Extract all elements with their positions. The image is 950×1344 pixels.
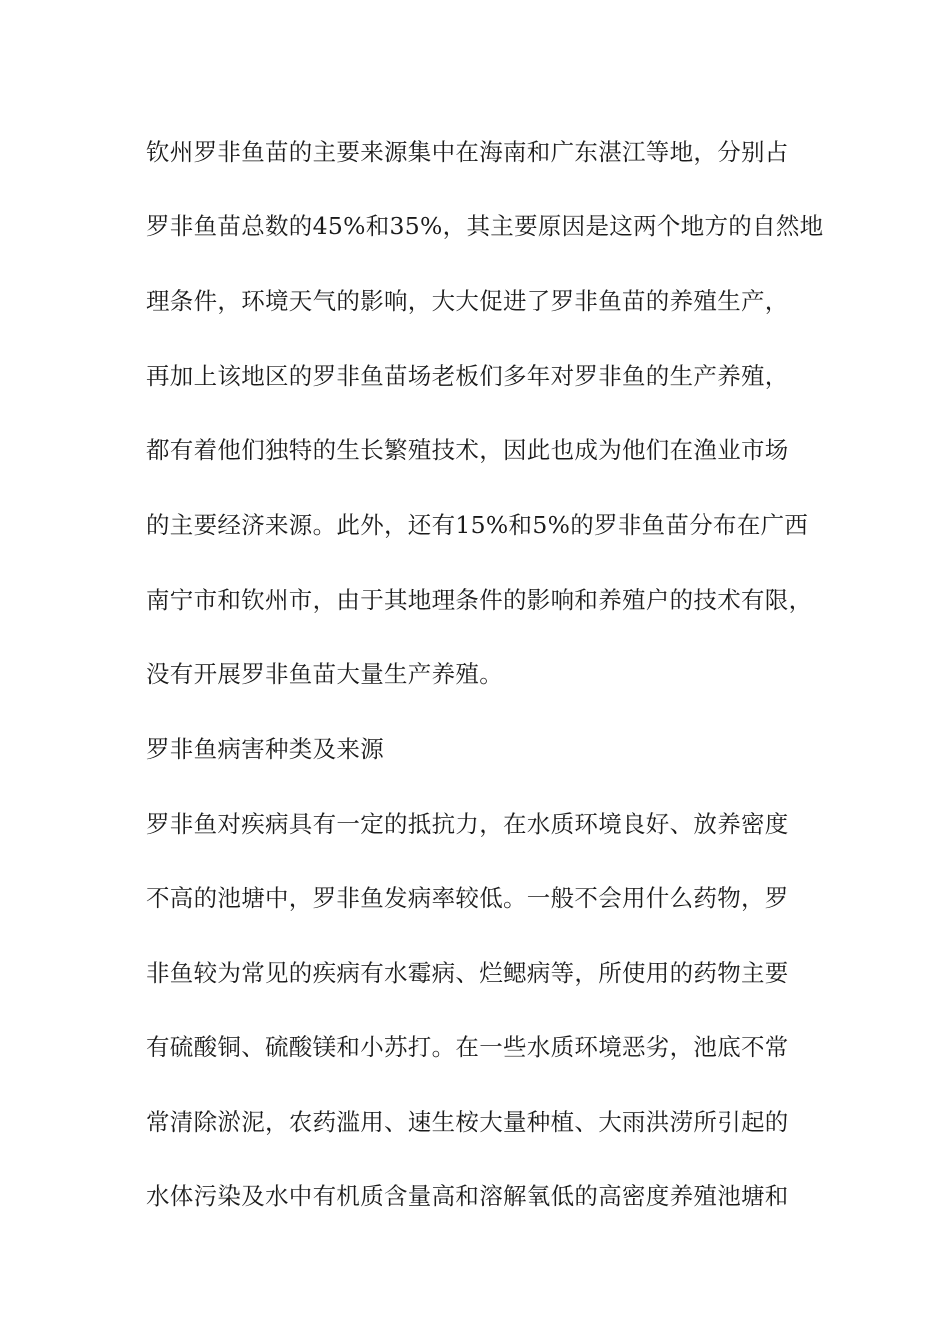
section-heading: 罗非鱼病害种类及来源 bbox=[146, 735, 384, 763]
paragraph-1-line-1: 钦州罗非鱼苗的主要来源集中在海南和广东湛江等地，分别占 bbox=[146, 138, 789, 166]
paragraph-1-line-4: 再加上该地区的罗非鱼苗场老板们多年对罗非鱼的生产养殖， bbox=[146, 362, 789, 390]
paragraph-2-line-6: 水体污染及水中有机质含量高和溶解氧低的高密度养殖池塘和 bbox=[146, 1182, 789, 1210]
paragraph-1-line-8: 没有开展罗非鱼苗大量生产养殖。 bbox=[146, 660, 503, 688]
paragraph-2-line-1: 罗非鱼对疾病具有一定的抵抗力，在水质环境良好、放养密度 bbox=[146, 810, 789, 838]
paragraph-1-line-3: 理条件，环境天气的影响，大大促进了罗非鱼苗的养殖生产， bbox=[146, 287, 789, 315]
paragraph-2-line-5: 常清除淤泥，农药滥用、速生桉大量种植、大雨洪涝所引起的 bbox=[146, 1108, 789, 1136]
paragraph-1-line-2: 罗非鱼苗总数的45%和35%，其主要原因是这两个地方的自然地 bbox=[146, 212, 824, 240]
paragraph-2-line-2: 不高的池塘中，罗非鱼发病率较低。一般不会用什么药物，罗 bbox=[146, 884, 789, 912]
paragraph-2-line-3: 非鱼较为常见的疾病有水霉病、烂鳃病等，所使用的药物主要 bbox=[146, 959, 789, 987]
paragraph-2-line-4: 有硫酸铜、硫酸镁和小苏打。在一些水质环境恶劣，池底不常 bbox=[146, 1033, 789, 1061]
paragraph-1-line-7: 南宁市和钦州市，由于其地理条件的影响和养殖户的技术有限， bbox=[146, 586, 813, 614]
paragraph-1-line-5: 都有着他们独特的生长繁殖技术，因此也成为他们在渔业市场 bbox=[146, 436, 789, 464]
paragraph-1-line-6: 的主要经济来源。此外，还有15%和5%的罗非鱼苗分布在广西 bbox=[146, 511, 809, 539]
